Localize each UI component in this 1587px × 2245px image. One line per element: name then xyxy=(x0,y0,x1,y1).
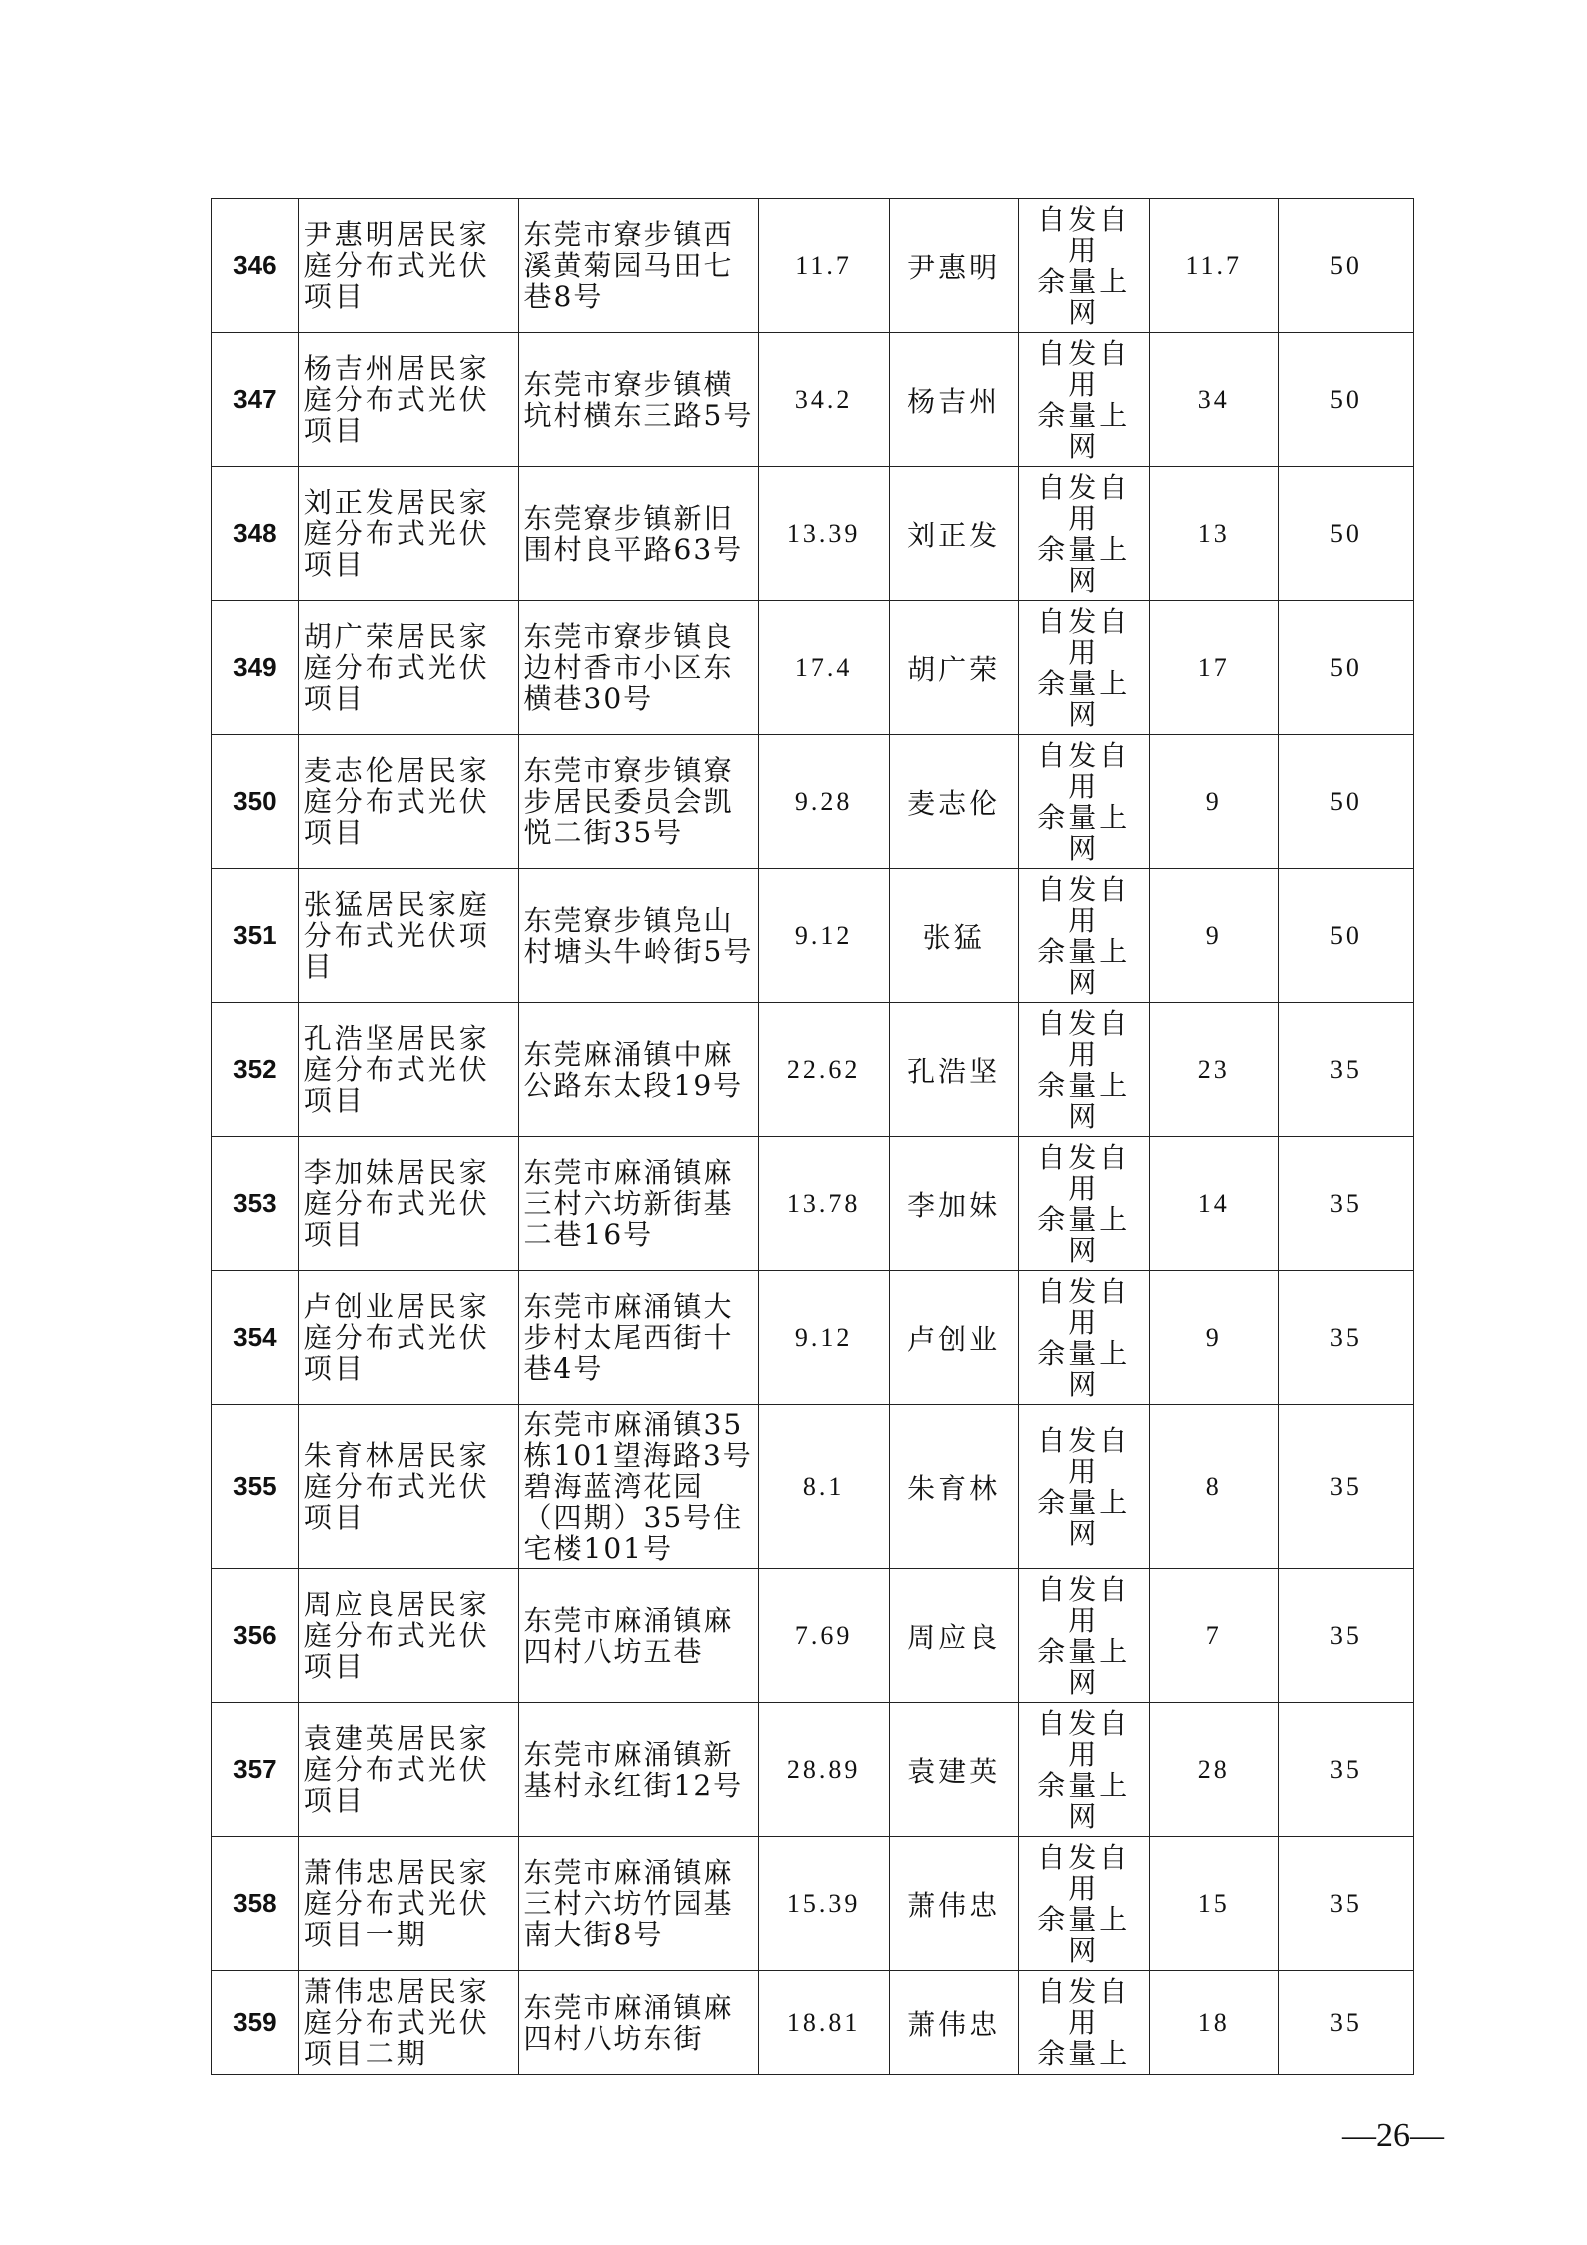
filed-capacity: 11.7 xyxy=(1149,199,1278,333)
grid-mode xyxy=(1018,1405,1149,1569)
filed-capacity: 34 xyxy=(1149,333,1278,467)
grid-mode-line: 网 xyxy=(1068,1933,1100,1967)
installed-capacity: 13.39 xyxy=(758,467,889,601)
grid-mode-line: 网 xyxy=(1068,1516,1100,1550)
fee-value: 35 xyxy=(1278,1405,1413,1569)
fee-value: 50 xyxy=(1278,601,1413,735)
row-number: 353 xyxy=(212,1137,299,1271)
grid-mode-line: 自发自 xyxy=(1037,1274,1131,1308)
row-number: 350 xyxy=(212,735,299,869)
owner-name: 张猛 xyxy=(889,869,1018,1003)
installed-capacity: 22.62 xyxy=(758,1003,889,1137)
table-row xyxy=(212,467,1414,601)
grid-mode-line: 用 xyxy=(1068,1603,1100,1637)
project-address: 东莞市麻涌镇新基村永红街12号 xyxy=(518,1703,758,1837)
filed-capacity: 15 xyxy=(1149,1837,1278,1971)
grid-mode-line: 用 xyxy=(1068,1871,1100,1905)
project-name: 卢创业居民家庭分布式光伏项目 xyxy=(298,1271,518,1405)
table-row xyxy=(212,1405,1414,1569)
filed-capacity: 7 xyxy=(1149,1569,1278,1703)
installed-capacity: 9.12 xyxy=(758,1271,889,1405)
grid-mode xyxy=(1018,1971,1149,2075)
project-name: 胡广荣居民家庭分布式光伏项目 xyxy=(298,601,518,735)
grid-mode-line: 自发自 xyxy=(1037,202,1131,236)
grid-mode-line: 余量上 xyxy=(1037,800,1131,834)
installed-capacity: 11.7 xyxy=(758,199,889,333)
row-number: 348 xyxy=(212,467,299,601)
filed-capacity: 18 xyxy=(1149,1971,1278,2075)
installed-capacity: 13.78 xyxy=(758,1137,889,1271)
grid-mode-line: 网 xyxy=(1068,563,1100,597)
project-name: 萧伟忠居民家庭分布式光伏项目二期 xyxy=(298,1971,518,2075)
project-address: 东莞市寮步镇良边村香市小区东横巷30号 xyxy=(518,601,758,735)
grid-mode xyxy=(1018,467,1149,601)
table-row xyxy=(212,1971,1414,2075)
grid-mode-line: 用 xyxy=(1068,1037,1100,1071)
owner-name: 孔浩坚 xyxy=(889,1003,1018,1137)
table-body xyxy=(212,199,1414,2075)
fee-value: 50 xyxy=(1278,869,1413,1003)
installed-capacity: 18.81 xyxy=(758,1971,889,2075)
row-number: 358 xyxy=(212,1837,299,1971)
grid-mode-line: 网 xyxy=(1068,1799,1100,1833)
installed-capacity: 28.89 xyxy=(758,1703,889,1837)
row-number: 354 xyxy=(212,1271,299,1405)
grid-mode-line: 自发自 xyxy=(1037,1572,1131,1606)
project-name: 朱育林居民家庭分布式光伏项目 xyxy=(298,1405,518,1569)
owner-name: 尹惠明 xyxy=(889,199,1018,333)
owner-name: 胡广荣 xyxy=(889,601,1018,735)
grid-mode-line: 自发自 xyxy=(1037,336,1131,370)
table-row xyxy=(212,1569,1414,1703)
grid-mode-line: 余量上 xyxy=(1037,532,1131,566)
project-address: 东莞市寮步镇寮步居民委员会凯悦二街35号 xyxy=(518,735,758,869)
grid-mode-line: 自发自 xyxy=(1037,604,1131,638)
grid-mode-line: 网 xyxy=(1068,429,1100,463)
table-row xyxy=(212,601,1414,735)
grid-mode-line: 用 xyxy=(1068,1737,1100,1771)
grid-mode-line: 用 xyxy=(1068,903,1100,937)
project-name: 李加妹居民家庭分布式光伏项目 xyxy=(298,1137,518,1271)
row-number: 347 xyxy=(212,333,299,467)
owner-name: 麦志伦 xyxy=(889,735,1018,869)
row-number: 359 xyxy=(212,1971,299,2075)
fee-value: 50 xyxy=(1278,199,1413,333)
owner-name: 卢创业 xyxy=(889,1271,1018,1405)
grid-mode-line: 自发自 xyxy=(1037,738,1131,772)
project-address: 东莞寮步镇凫山村塘头牛岭街5号 xyxy=(518,869,758,1003)
grid-mode-line: 余量上 xyxy=(1037,1634,1131,1668)
project-address: 东莞市麻涌镇35栋101望海路3号碧海蓝湾花园（四期）35号住宅楼101号 xyxy=(518,1405,758,1569)
fee-value: 35 xyxy=(1278,1703,1413,1837)
project-name: 杨吉州居民家庭分布式光伏项目 xyxy=(298,333,518,467)
owner-name: 杨吉州 xyxy=(889,333,1018,467)
filed-capacity: 23 xyxy=(1149,1003,1278,1137)
grid-mode-line: 用 xyxy=(1068,233,1100,267)
fee-value: 35 xyxy=(1278,1837,1413,1971)
table-row xyxy=(212,735,1414,869)
installed-capacity: 7.69 xyxy=(758,1569,889,1703)
fee-value: 35 xyxy=(1278,1137,1413,1271)
row-number: 356 xyxy=(212,1569,299,1703)
filed-capacity: 13 xyxy=(1149,467,1278,601)
fee-value: 50 xyxy=(1278,333,1413,467)
fee-value: 35 xyxy=(1278,1271,1413,1405)
table-row xyxy=(212,333,1414,467)
project-name: 张猛居民家庭分布式光伏项目 xyxy=(298,869,518,1003)
filed-capacity: 28 xyxy=(1149,1703,1278,1837)
grid-mode-line: 自发自 xyxy=(1037,1006,1131,1040)
grid-mode xyxy=(1018,1569,1149,1703)
grid-mode-line: 自发自 xyxy=(1037,872,1131,906)
grid-mode-line: 用 xyxy=(1068,635,1100,669)
grid-mode-line: 余量上 xyxy=(1037,934,1131,968)
filed-capacity: 9 xyxy=(1149,735,1278,869)
row-number: 355 xyxy=(212,1405,299,1569)
table-row xyxy=(212,1703,1414,1837)
grid-mode-line: 自发自 xyxy=(1037,470,1131,504)
project-name: 孔浩坚居民家庭分布式光伏项目 xyxy=(298,1003,518,1137)
filed-capacity: 17 xyxy=(1149,601,1278,735)
installed-capacity: 17.4 xyxy=(758,601,889,735)
page-number: —26— xyxy=(1342,2117,1444,2154)
project-name: 萧伟忠居民家庭分布式光伏项目一期 xyxy=(298,1837,518,1971)
project-address: 东莞市寮步镇横坑村横东三路5号 xyxy=(518,333,758,467)
grid-mode xyxy=(1018,1703,1149,1837)
installed-capacity: 15.39 xyxy=(758,1837,889,1971)
grid-mode-line: 网 xyxy=(1068,965,1100,999)
grid-mode-line: 余量上 xyxy=(1037,1336,1131,1370)
row-number: 346 xyxy=(212,199,299,333)
grid-mode xyxy=(1018,1271,1149,1405)
fee-value: 35 xyxy=(1278,1003,1413,1137)
installed-capacity: 9.12 xyxy=(758,869,889,1003)
grid-mode-line: 网 xyxy=(1068,697,1100,731)
grid-mode-line: 余量上 xyxy=(1037,1202,1131,1236)
table-row xyxy=(212,1271,1414,1405)
owner-name: 萧伟忠 xyxy=(889,1971,1018,2075)
project-name: 刘正发居民家庭分布式光伏项目 xyxy=(298,467,518,601)
grid-mode-line: 余量上 xyxy=(1037,666,1131,700)
owner-name: 朱育林 xyxy=(889,1405,1018,1569)
grid-mode-line: 自发自 xyxy=(1037,1140,1131,1174)
grid-mode-line: 自发自 xyxy=(1037,1423,1131,1457)
grid-mode-line: 用 xyxy=(1068,1305,1100,1339)
project-table xyxy=(211,198,1414,2075)
grid-mode-line: 用 xyxy=(1068,501,1100,535)
project-address: 东莞麻涌镇中麻公路东太段19号 xyxy=(518,1003,758,1137)
grid-mode-line: 余量上 xyxy=(1037,1768,1131,1802)
grid-mode-line: 自发自 xyxy=(1037,1706,1131,1740)
grid-mode xyxy=(1018,601,1149,735)
grid-mode-line: 余量上 xyxy=(1037,1068,1131,1102)
project-address: 东莞市麻涌镇麻四村八坊东街 xyxy=(518,1971,758,2075)
grid-mode-line: 余量上 xyxy=(1037,2037,1131,2070)
project-name: 周应良居民家庭分布式光伏项目 xyxy=(298,1569,518,1703)
project-name: 麦志伦居民家庭分布式光伏项目 xyxy=(298,735,518,869)
grid-mode-line: 网 xyxy=(1068,1367,1100,1401)
owner-name: 萧伟忠 xyxy=(889,1837,1018,1971)
grid-mode xyxy=(1018,735,1149,869)
owner-name: 李加妹 xyxy=(889,1137,1018,1271)
row-number: 357 xyxy=(212,1703,299,1837)
installed-capacity: 34.2 xyxy=(758,333,889,467)
row-number: 349 xyxy=(212,601,299,735)
grid-mode-line: 余量上 xyxy=(1037,264,1131,298)
installed-capacity: 9.28 xyxy=(758,735,889,869)
grid-mode xyxy=(1018,333,1149,467)
grid-mode-line: 用 xyxy=(1068,769,1100,803)
fee-value: 50 xyxy=(1278,735,1413,869)
fee-value: 50 xyxy=(1278,467,1413,601)
fee-value: 35 xyxy=(1278,1971,1413,2075)
grid-mode-line: 自发自 xyxy=(1037,1840,1131,1874)
project-address: 东莞市麻涌镇麻三村六坊新街基二巷16号 xyxy=(518,1137,758,1271)
grid-mode-line: 自发自 xyxy=(1037,1975,1131,2008)
project-address: 东莞市麻涌镇大步村太尾西街十巷4号 xyxy=(518,1271,758,1405)
row-number: 352 xyxy=(212,1003,299,1137)
grid-mode-line: 网 xyxy=(1068,295,1100,329)
project-address: 东莞市麻涌镇麻三村六坊竹园基南大街8号 xyxy=(518,1837,758,1971)
owner-name: 袁建英 xyxy=(889,1703,1018,1837)
grid-mode-line: 余量上 xyxy=(1037,398,1131,432)
grid-mode-line: 用 xyxy=(1068,2006,1100,2039)
fee-value: 35 xyxy=(1278,1569,1413,1703)
grid-mode-line: 余量上 xyxy=(1037,1902,1131,1936)
owner-name: 周应良 xyxy=(889,1569,1018,1703)
filed-capacity: 9 xyxy=(1149,869,1278,1003)
installed-capacity: 8.1 xyxy=(758,1405,889,1569)
grid-mode-line: 网 xyxy=(1068,831,1100,865)
project-name: 尹惠明居民家庭分布式光伏项目 xyxy=(298,199,518,333)
filed-capacity: 14 xyxy=(1149,1137,1278,1271)
table-row xyxy=(212,1137,1414,1271)
project-address: 东莞市麻涌镇麻四村八坊五巷 xyxy=(518,1569,758,1703)
row-number: 351 xyxy=(212,869,299,1003)
table-row xyxy=(212,1837,1414,1971)
project-name: 袁建英居民家庭分布式光伏项目 xyxy=(298,1703,518,1837)
owner-name: 刘正发 xyxy=(889,467,1018,601)
grid-mode xyxy=(1018,869,1149,1003)
grid-mode xyxy=(1018,199,1149,333)
grid-mode-line: 用 xyxy=(1068,1454,1100,1488)
grid-mode-line: 用 xyxy=(1068,367,1100,401)
grid-mode-line: 网 xyxy=(1068,1233,1100,1267)
project-address: 东莞寮步镇新旧围村良平路63号 xyxy=(518,467,758,601)
grid-mode xyxy=(1018,1837,1149,1971)
filed-capacity: 8 xyxy=(1149,1405,1278,1569)
grid-mode xyxy=(1018,1003,1149,1137)
grid-mode-line: 余量上 xyxy=(1037,1485,1131,1519)
project-address: 东莞市寮步镇西溪黄菊园马田七巷8号 xyxy=(518,199,758,333)
table-row xyxy=(212,869,1414,1003)
grid-mode-line: 网 xyxy=(1068,1099,1100,1133)
filed-capacity: 9 xyxy=(1149,1271,1278,1405)
table-row xyxy=(212,199,1414,333)
grid-mode-line: 用 xyxy=(1068,1171,1100,1205)
grid-mode-line: 网 xyxy=(1068,1665,1100,1699)
grid-mode xyxy=(1018,1137,1149,1271)
table-row xyxy=(212,1003,1414,1137)
